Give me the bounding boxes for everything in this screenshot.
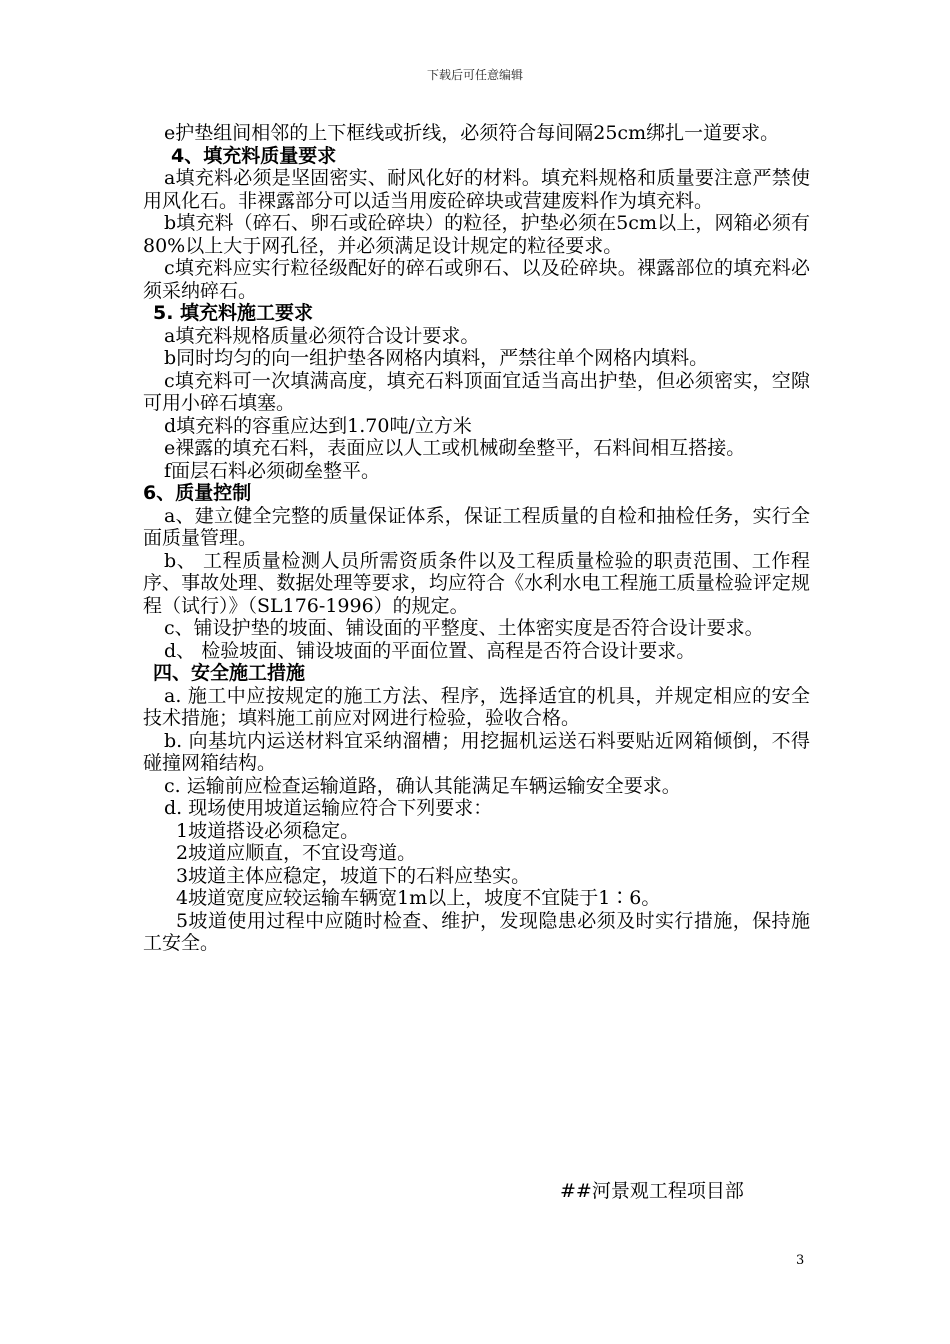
paragraph: e裸露的填充石料，表面应以人工或机械砌垒整平，石料间相互搭接。 — [164, 437, 746, 459]
paragraph: a、建立健全完整的质量保证体系，保证工程质量的自检和抽检任务，实行全面质量管理。 — [143, 504, 810, 549]
section-heading-5: 5. 填充料施工要求 — [153, 302, 314, 324]
list-item: 3坡道主体应稳定，坡道下的石料应垫实。 — [176, 864, 531, 887]
paragraph: b、 工程质量检测人员所需资质条件以及工程质量检验的职责范围、工作程序、事故处理、数据处理等要求，均应符合《水利水电工程施工质量检验评定规程（试行）》（SL176-1996）的规定。 — [143, 549, 810, 617]
organization-signature: ##河景观工程项目部 — [560, 1180, 744, 1202]
paragraph: a. 施工中应按规定的施工方法、程序，选择适宜的机具，并规定相应的安全技术措施；填料施工前应对网进行检验，验收合格。 — [143, 684, 810, 729]
paragraph: d. 现场使用坡道运输应符合下列要求： — [164, 797, 493, 819]
paragraph: 5坡道使用过程中应随时检查、维护，发现隐患必须及时实行措施，保持施工安全。 — [143, 909, 810, 954]
paragraph: c填充料应实行粒径级配好的碎石或卵石、以及砼碎块。裸露部位的填充料必须采纳碎石。 — [143, 257, 810, 302]
paragraph: b同时均匀的向一组护垫各网格内填料，严禁往单个网格内填料。 — [164, 347, 709, 369]
paragraph: c、铺设护垫的坡面、铺设面的平整度、土体密实度是否符合设计要求。 — [164, 617, 764, 639]
paragraph: a填充料规格质量必须符合设计要求。 — [164, 324, 480, 347]
paragraph: c. 运输前应检查运输道路，确认其能满足车辆运输安全要求。 — [164, 774, 681, 797]
section-heading-safety: 四、安全施工措施 — [153, 662, 306, 684]
page-header: 下载后可任意编辑 — [426, 68, 523, 82]
paragraph: e护垫组间相邻的上下框线或折线，必须符合每间隔25cm绑扎一道要求。 — [164, 122, 780, 144]
paragraph: a填充料必须是坚固密实、耐风化好的材料。填充料规格和质量要注意严禁使用风化石。非裸露部分可以适当用废砼碎块或营建废料作为填充料。 — [143, 167, 810, 212]
paragraph: f面层石料必须砌垒整平。 — [164, 459, 381, 482]
list-item: 1坡道搭设必须稳定。 — [176, 819, 360, 842]
page-number: 3 — [796, 1253, 805, 1268]
list-item: 2坡道应顺直，不宜设弯道。 — [176, 842, 417, 864]
section-heading-4: 4、填充料质量要求 — [171, 144, 337, 167]
paragraph: d、 检验坡面、铺设坡面的平面位置、高程是否符合设计要求。 — [164, 639, 696, 662]
section-heading-6: 6、质量控制 — [143, 482, 252, 504]
paragraph: c填充料可一次填满高度，填充石料顶面宜适当高出护垫，但必须密实，空隙可用小碎石填塞。 — [143, 369, 810, 414]
paragraph: d填充料的容重应达到1.70吨/立方米 — [164, 414, 472, 437]
document-body — [143, 122, 810, 955]
paragraph: b. 向基坑内运送材料宜采纳溜槽；用挖掘机运送石料要贴近网箱倾倒，不得碰撞网箱结构。 — [143, 729, 810, 774]
paragraph: b填充料（碎石、卵石或砼碎块）的粒径，护垫必须在5cm以上，网箱必须有80%以上大于网孔径，并必须满足设计规定的粒径要求。 — [143, 212, 810, 257]
list-item: 4坡道宽度应较运输车辆宽1m以上，坡度不宜陡于1∶6。 — [176, 887, 661, 909]
